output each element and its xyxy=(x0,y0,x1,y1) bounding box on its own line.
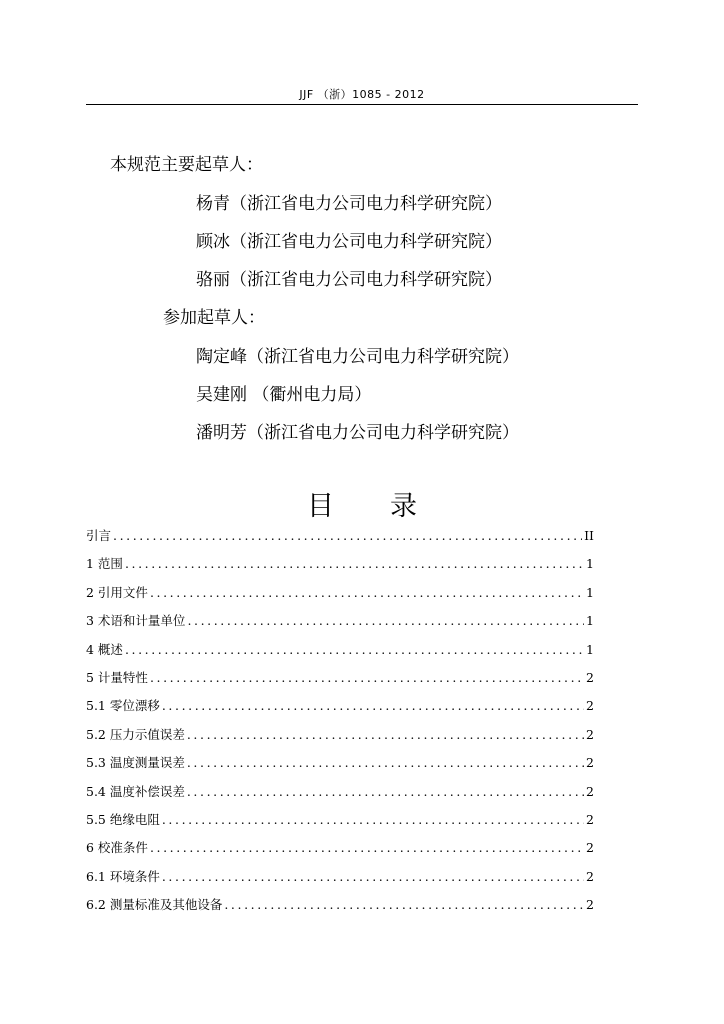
toc-title-right: 录 xyxy=(390,491,417,522)
toc-entry-label: 5.3 温度测量误差 xyxy=(86,755,185,771)
toc-entry-label: 5.5 绝缘电阻 xyxy=(86,811,160,827)
toc-leader-dots xyxy=(125,642,584,657)
toc-leader-dots xyxy=(224,897,584,912)
toc-entry[interactable] xyxy=(86,526,594,554)
toc-entry[interactable] xyxy=(86,753,594,781)
toc-leader-dots xyxy=(125,556,584,571)
toc-entry[interactable] xyxy=(86,668,594,696)
toc-title-left: 目 xyxy=(307,491,334,522)
toc-entry-page: 2 xyxy=(586,726,594,742)
toc-entry[interactable] xyxy=(86,810,594,838)
toc-entry-page: 1 xyxy=(586,641,594,657)
toc-entry-page: 2 xyxy=(586,868,594,884)
toc-entry-label: 5.4 温度补偿误差 xyxy=(86,783,185,799)
toc-entry[interactable] xyxy=(86,696,594,724)
toc-entry-page: 1 xyxy=(586,584,594,600)
toc-entry[interactable] xyxy=(86,725,594,753)
running-header: JJF （浙）1085 - 2012 xyxy=(299,88,425,101)
participant-1: 陶定峰（浙江省电力公司电力科学研究院） xyxy=(196,347,519,367)
toc-entry-label: 4 概述 xyxy=(86,641,123,657)
toc-entry-label: 6.1 环境条件 xyxy=(86,868,160,884)
toc-leader-dots xyxy=(187,613,584,628)
toc-leader-dots xyxy=(187,727,584,742)
participant-2: 吴建刚 （衢州电力局） xyxy=(196,385,372,405)
toc-entry-page: 2 xyxy=(586,840,594,856)
participant-3: 潘明芳（浙江省电力公司电力科学研究院） xyxy=(196,423,519,443)
drafter-1: 杨青（浙江省电力公司电力科学研究院） xyxy=(196,194,502,214)
toc-leader-dots xyxy=(150,840,584,855)
toc-entry-page: 2 xyxy=(586,897,594,913)
toc-entry-label: 5.2 压力示值误差 xyxy=(86,726,185,742)
toc-entry[interactable] xyxy=(86,782,594,810)
toc-leader-dots xyxy=(187,755,584,770)
toc-leader-dots xyxy=(187,784,584,799)
toc-entry-label: 3 术语和计量单位 xyxy=(86,613,186,629)
table-of-contents xyxy=(86,526,594,923)
toc-entry-page: 2 xyxy=(586,698,594,714)
toc-entry-label: 引言 xyxy=(86,528,112,543)
toc-title xyxy=(0,484,724,523)
toc-entry[interactable] xyxy=(86,895,594,923)
toc-entry[interactable] xyxy=(86,554,594,582)
toc-leader-dots xyxy=(162,698,584,713)
toc-entry-label: 5 计量特性 xyxy=(86,669,148,685)
toc-entry-page: 1 xyxy=(586,613,594,629)
toc-entry-label: 1 范围 xyxy=(86,556,123,572)
toc-leader-dots xyxy=(162,812,584,827)
drafter-3: 骆丽（浙江省电力公司电力科学研究院） xyxy=(196,270,502,290)
toc-entry-page: 2 xyxy=(586,669,594,685)
toc-entry[interactable] xyxy=(86,838,594,866)
toc-entry[interactable] xyxy=(86,583,594,611)
toc-leader-dots xyxy=(113,528,582,543)
header-rule xyxy=(86,104,638,105)
toc-entry-page: 1 xyxy=(586,556,594,572)
toc-entry-page: II xyxy=(584,528,594,543)
toc-leader-dots xyxy=(150,670,584,685)
toc-leader-dots xyxy=(162,869,584,884)
toc-entry-label: 6 校准条件 xyxy=(86,840,148,856)
toc-entry-page: 2 xyxy=(586,783,594,799)
toc-entry-page: 2 xyxy=(586,811,594,827)
participating-drafters-heading: 参加起草人： xyxy=(163,308,265,328)
toc-entry-label: 6.2 测量标准及其他设备 xyxy=(86,897,223,913)
toc-entry[interactable] xyxy=(86,611,594,639)
toc-entry[interactable] xyxy=(86,640,594,668)
toc-leader-dots xyxy=(150,585,584,600)
toc-entry-label: 2 引用文件 xyxy=(86,584,148,600)
toc-entry-label: 5.1 零位漂移 xyxy=(86,698,160,714)
drafter-2: 顾冰（浙江省电力公司电力科学研究院） xyxy=(196,232,502,252)
main-drafters-heading: 本规范主要起草人： xyxy=(110,155,263,175)
toc-entry[interactable] xyxy=(86,867,594,895)
toc-entry-page: 2 xyxy=(586,755,594,771)
